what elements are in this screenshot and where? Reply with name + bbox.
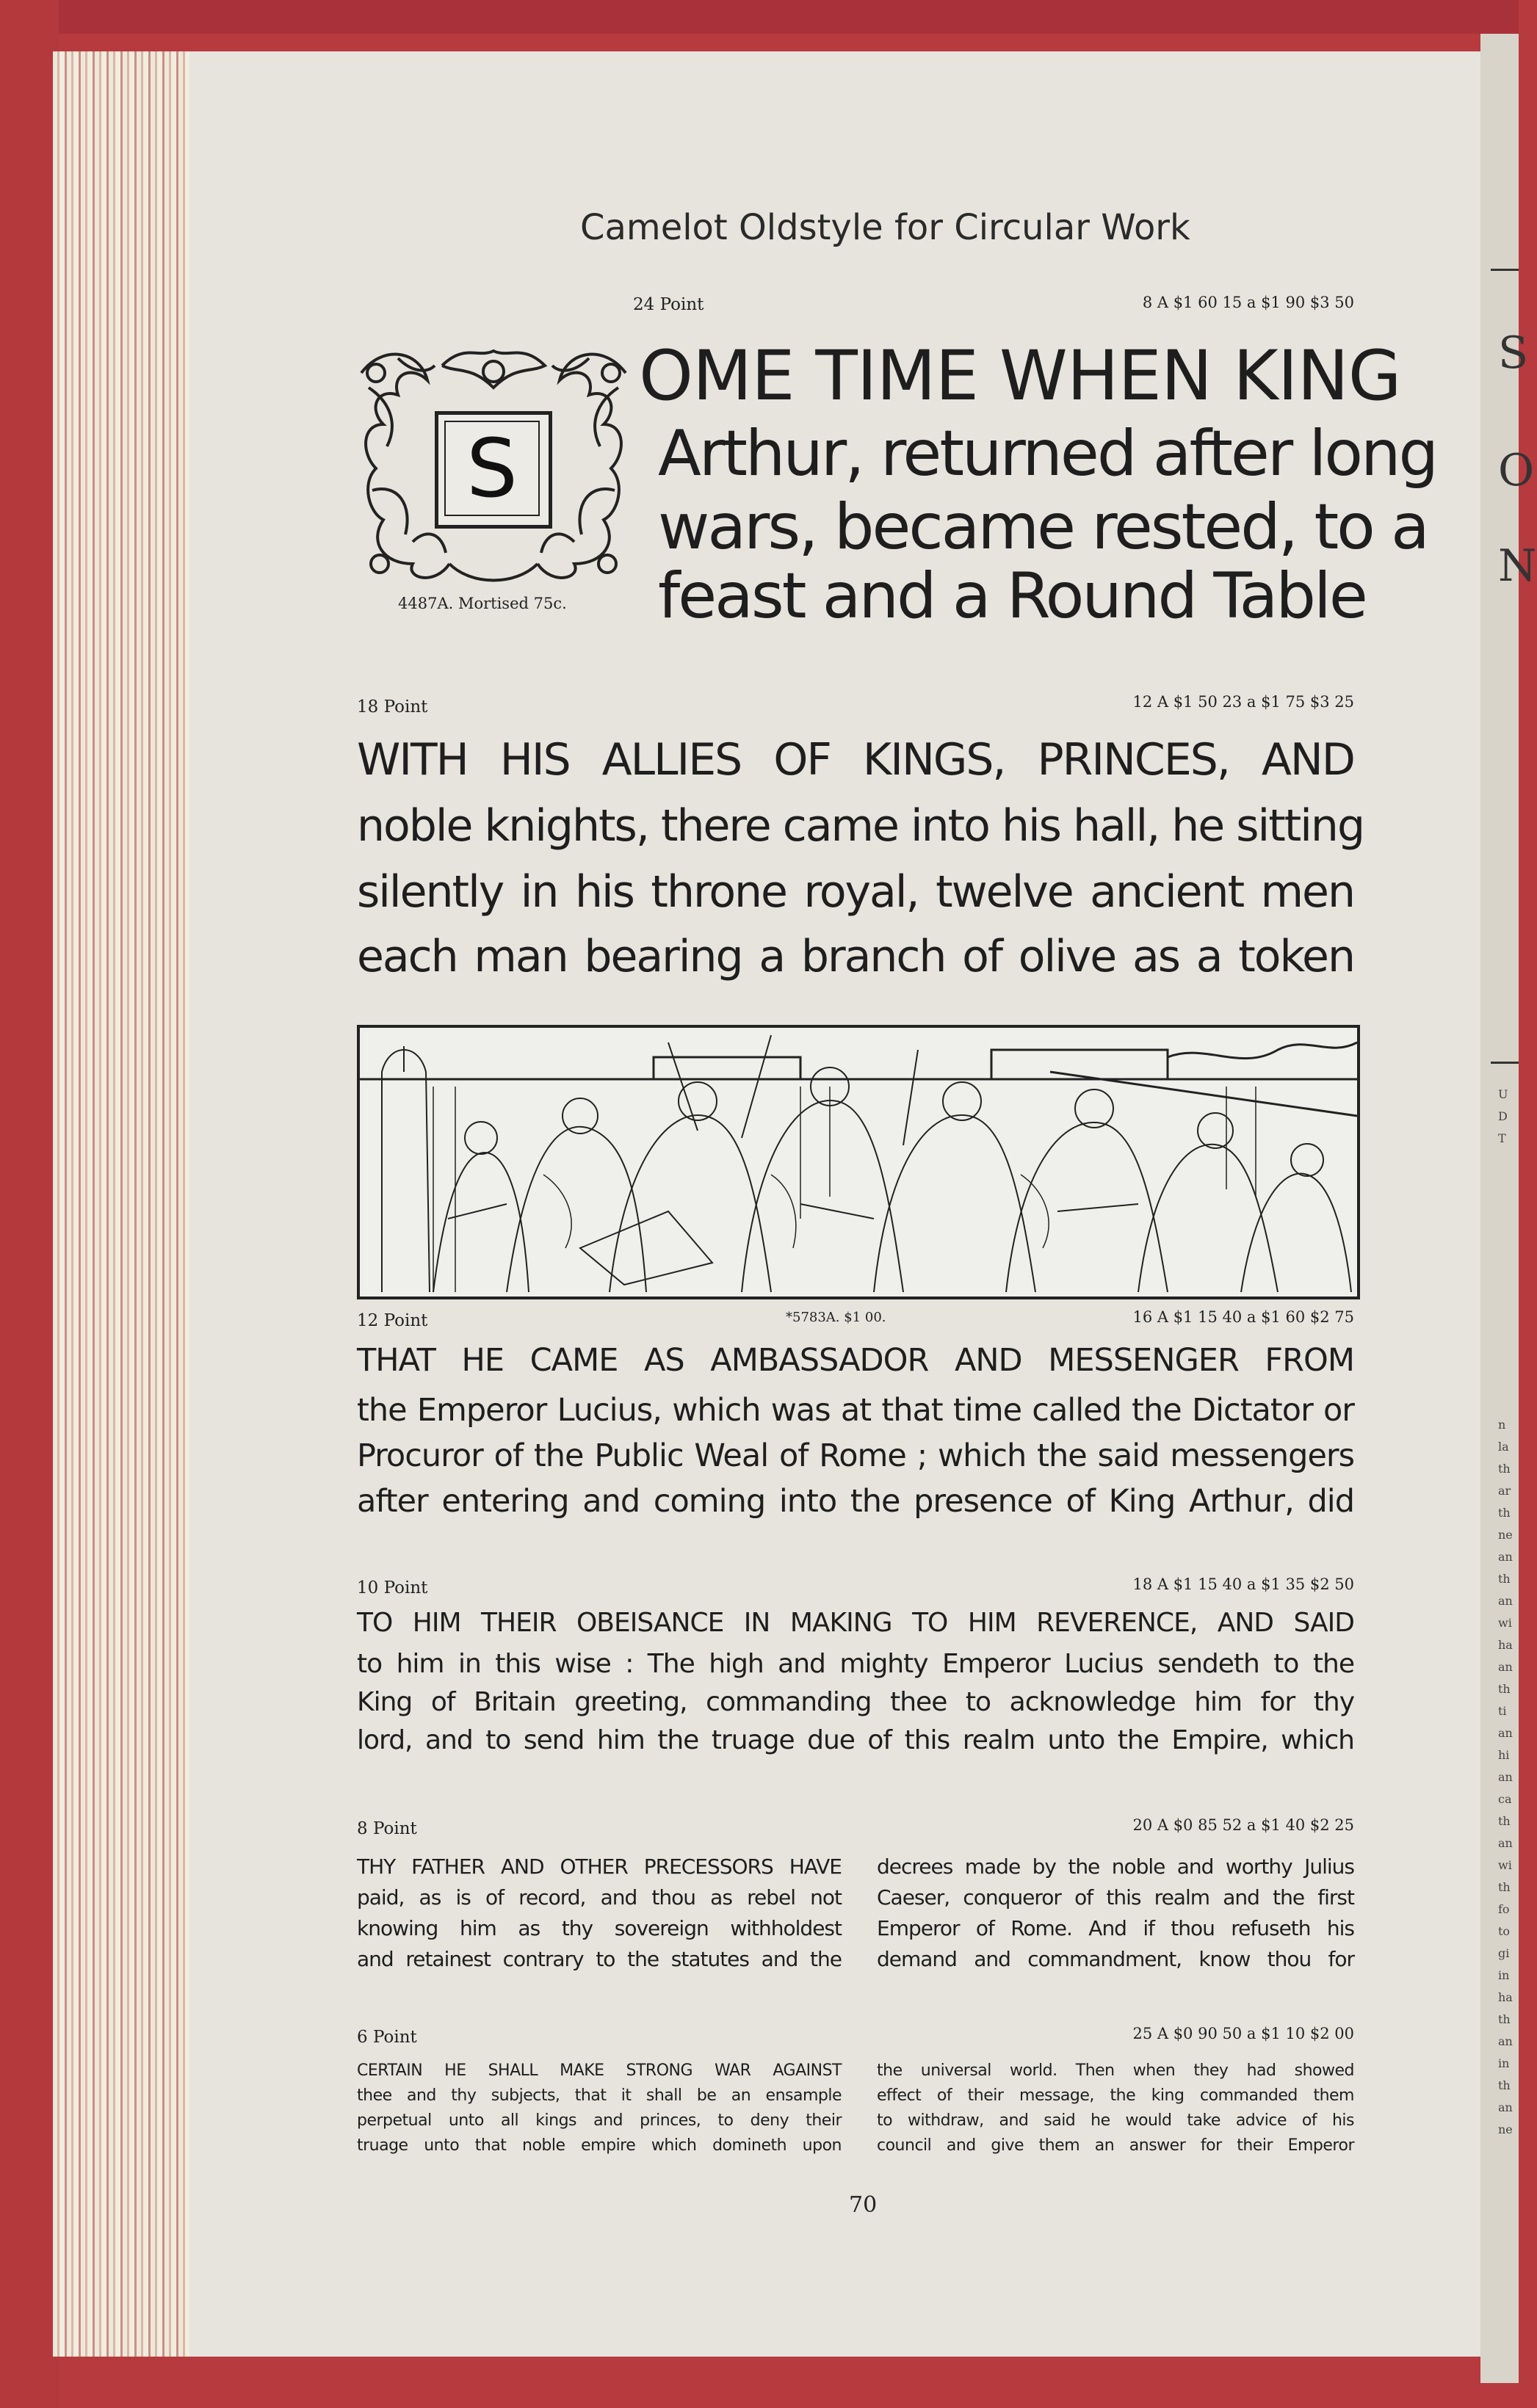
text-6-left-line-1: CERTAIN HE SHALL MAKE STRONG WAR AGAINST: [357, 2061, 842, 2080]
text-6-right-line-4: council and give them an answer for their Emperor: [877, 2136, 1354, 2155]
text-6-left-line-3: perpetual unto all kings and princes, to deny their: [357, 2111, 842, 2130]
text-8-right-line-4: demand and commandment, know thou for: [877, 1947, 1354, 1971]
text-6-right-line-2: effect of their message, the king commanded them: [877, 2086, 1354, 2105]
text-8-left-line-3: knowing him as thy sovereign withholdest: [357, 1916, 842, 1940]
text-8-left-line-2: paid, as is of record, and thou as rebel not: [357, 1885, 842, 1910]
size-label-10: 10 Point: [357, 1578, 428, 1598]
text-24-line-3: wars, became rested, to a: [658, 490, 1428, 564]
page-title: Camelot Oldstyle for Circular Work: [580, 207, 1190, 248]
text-12-line-2: the Emperor Lucius, which was at that time called the Dictator or: [357, 1392, 1354, 1429]
text-24-line-4: feast and a Round Table: [658, 559, 1366, 633]
price-12: 16 A $1 15 40 a $1 60 $2 75: [1132, 1308, 1354, 1326]
book-cover-left: [0, 0, 59, 2408]
text-6-left-line-4: truage unto that noble empire which domineth upon: [357, 2136, 842, 2155]
illustration-caption: *5783A. $1 00.: [786, 1310, 886, 1325]
text-10-line-2: to him in this wise : The high and mighty Emperor Lucius sendeth to the: [357, 1649, 1354, 1679]
size-label-12: 12 Point: [357, 1311, 428, 1330]
price-8: 20 A $0 85 52 a $1 40 $2 25: [1132, 1816, 1354, 1834]
text-8-right-line-3: Emperor of Rome. And if thou refuseth his: [877, 1916, 1354, 1940]
ornamental-initial: [354, 344, 633, 615]
text-8-left-line-4: and retainest contrary to the statutes and the: [357, 1947, 842, 1971]
price-18: 12 A $1 50 23 a $1 75 $3 25: [1132, 693, 1354, 711]
size-label-8: 8 Point: [357, 1819, 417, 1838]
text-18-line-4: each man bearing a branch of olive as a token: [357, 931, 1354, 982]
initial-letter: S: [444, 421, 540, 516]
text-8-right-line-1: decrees made by the noble and worthy Julius: [877, 1854, 1354, 1879]
procession-engraving-icon: [360, 1028, 1357, 1297]
page-number: 70: [849, 2192, 878, 2218]
size-label-24: 24 Point: [633, 295, 704, 314]
text-6-right-line-3: to withdraw, and said he would take advice of his: [877, 2111, 1354, 2130]
facing-page-edge: S O N U D T n la th ar th ne an th an wi ha an th ti an hi an ca th an wi th fo to gi in ha th an in th an ne: [1480, 34, 1519, 2383]
text-12-line-4: after entering and coming into the presence of King Arthur, did: [357, 1483, 1354, 1520]
text-10-line-3: King of Britain greeting, commanding thee to acknowledge him for thy: [357, 1687, 1354, 1717]
size-label-18: 18 Point: [357, 697, 428, 717]
text-18-line-3: silently in his throne royal, twelve ancient men: [357, 866, 1354, 918]
procession-illustration: [357, 1025, 1360, 1299]
text-10-line-1: TO HIM THEIR OBEISANCE IN MAKING TO HIM REVERENCE, AND SAID: [357, 1608, 1354, 1638]
size-label-6: 6 Point: [357, 2028, 417, 2047]
price-24: 8 A $1 60 15 a $1 90 $3 50: [1142, 294, 1354, 311]
ornament-caption: 4487A. Mortised 75c.: [398, 595, 567, 612]
text-24-line-1: OME TIME WHEN KING: [639, 336, 1401, 416]
text-6-left-line-2: thee and thy subjects, that it shall be an ensample: [357, 2086, 842, 2105]
text-18-line-2: noble knights, there came into his hall, he sitting: [357, 800, 1364, 852]
text-24-line-2: Arthur, returned after long: [658, 417, 1437, 490]
text-10-line-4: lord, and to send him the truage due of this realm unto the Empire, which: [357, 1725, 1354, 1755]
page-edges: [53, 51, 192, 2357]
price-6: 25 A $0 90 50 a $1 10 $2 00: [1132, 2025, 1354, 2042]
book-cover-top: [0, 0, 1519, 34]
text-18-line-1: WITH HIS ALLIES OF KINGS, PRINCES, AND: [357, 734, 1354, 786]
text-12-line-1: THAT HE CAME AS AMBASSADOR AND MESSENGER FROM: [357, 1342, 1354, 1379]
text-12-line-3: Procuror of the Public Weal of Rome ; which the said messengers: [357, 1437, 1354, 1474]
price-10: 18 A $1 15 40 a $1 35 $2 50: [1132, 1575, 1354, 1593]
text-6-right-line-1: the universal world. Then when they had showed: [877, 2061, 1354, 2080]
text-8-right-line-2: Caeser, conqueror of this realm and the first: [877, 1885, 1354, 1910]
text-8-left-line-1: THY FATHER AND OTHER PRECESSORS HAVE: [357, 1854, 842, 1879]
